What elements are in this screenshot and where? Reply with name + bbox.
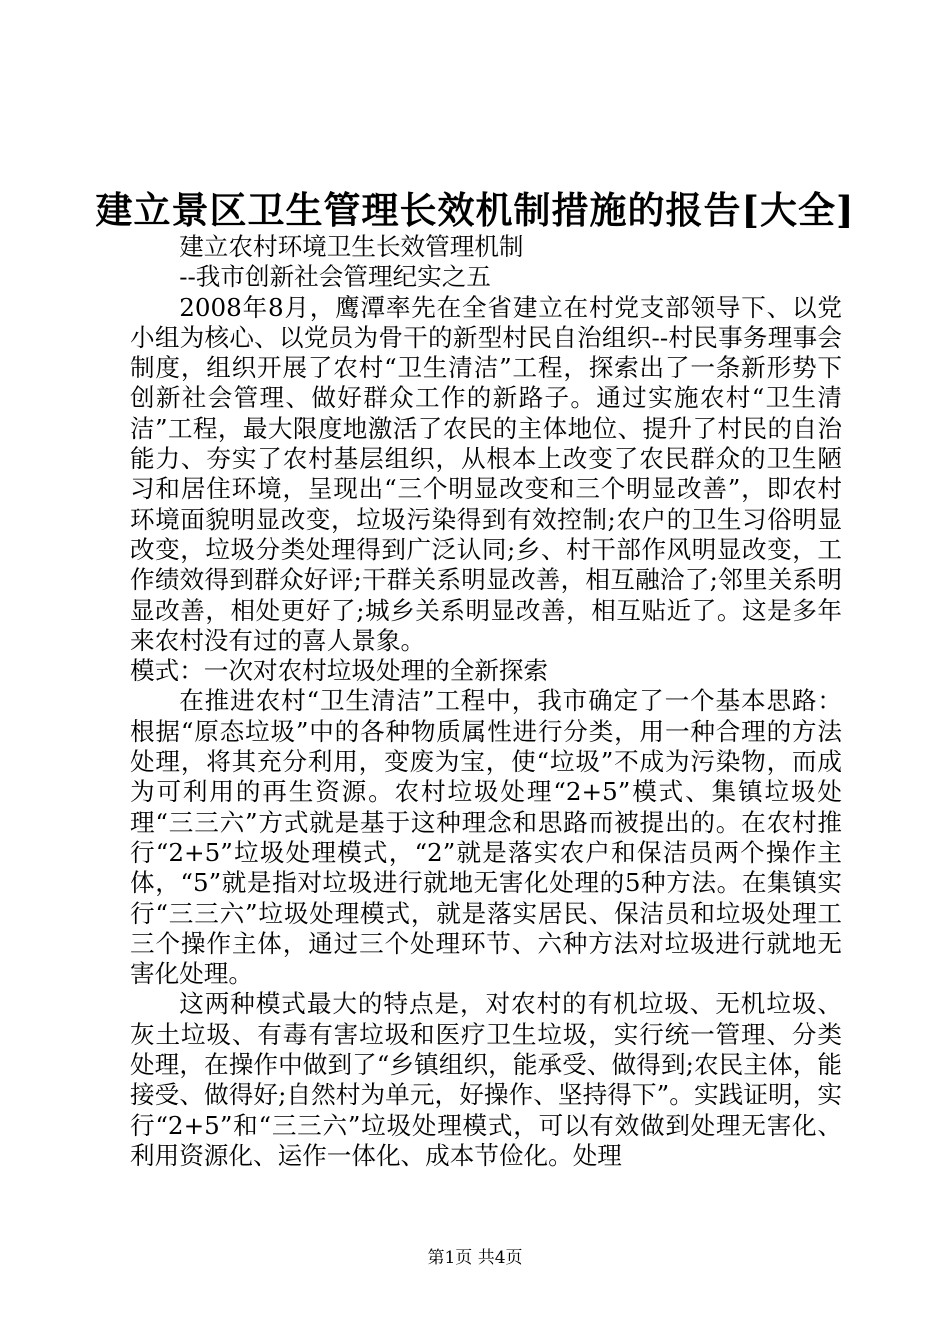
body-paragraph-2: 在推进农村“卫生清洁”工程中，我市确定了一个基本思路：根据“原态垃圾”中的各种物质属性进行分类，用一种合理的方法处理，将其充分利用，变废为宝，使“垃圾”不成为污染物，而成为可利用的再生资源。农村垃圾处理“2+5”模式、集镇垃圾处理“三三六”方式就是基于这种理念和思路而被提出的。在农村推行“2+5”垃圾处理模式，“2”就是落实农户和保洁员两个操作主体，“5”就是指对垃圾进行就地无害化处理的5种方法。在集镇实行“三三六”垃圾处理模式，就是落实居民、保洁员和垃圾处理工三个操作主体，通过三个处理环节、六种方法对垃圾进行就地无害化处理。 [130,686,842,989]
page-footer: 第1页 共4页 [427,1248,523,1268]
document-title: 建立景区卫生管理长效机制措施的报告[大全] [95,188,855,232]
body-paragraph-3: 这两种模式最大的特点是，对农村的有机垃圾、无机垃圾、灰土垃圾、有毒有害垃圾和医疗卫生垃圾，实行统一管理、分类处理，在操作中做到了“乡镇组织，能承受、做得到;农民主体，能接受、做得好;自然村为单元，好操作、坚持得下”。实践证明，实行“2+5”和“三三六”垃圾处理模式，可以有效做到处理无害化、利用资源化、运作一体化、成本节俭化。处理 [130,989,842,1170]
heading-line-2: --我市创新社会管理纪实之五 [179,262,491,292]
heading-line-1: 建立农村环境卫生长效管理机制 [179,232,524,261]
document-body [130,232,842,1171]
body-paragraph-1: 2008年8月，鹰潭率先在全省建立在村党支部领导下、以党小组为核心、以党员为骨干的新型村民自治组织--村民事务理事会制度，组织开展了农村“卫生清洁”工程，探索出了一条新形势下创新社会管理、做好群众工作的新路子。通过实施农村“卫生清洁”工程，最大限度地激活了农民的主体地位、提升了村民的自治能力、夯实了农村基层组织，从根本上改变了农民群众的卫生陋习和居住环境，呈现出“三个明显改变和三个明显改善”，即农村环境面貌明显改变，垃圾污染得到有效控制;农户的卫生习俗明显改变，垃圾分类处理得到广泛认同;乡、村干部作风明显改变，工作绩效得到群众好评;干群关系明显改善，相互融洽了;邻里关系明显改善，相处更好了;城乡关系明显改善，相互贴近了。这是多年来农村没有过的喜人景象。 [130,292,842,655]
section-heading: 模式：一次对农村垃圾处理的全新探索 [130,656,549,686]
